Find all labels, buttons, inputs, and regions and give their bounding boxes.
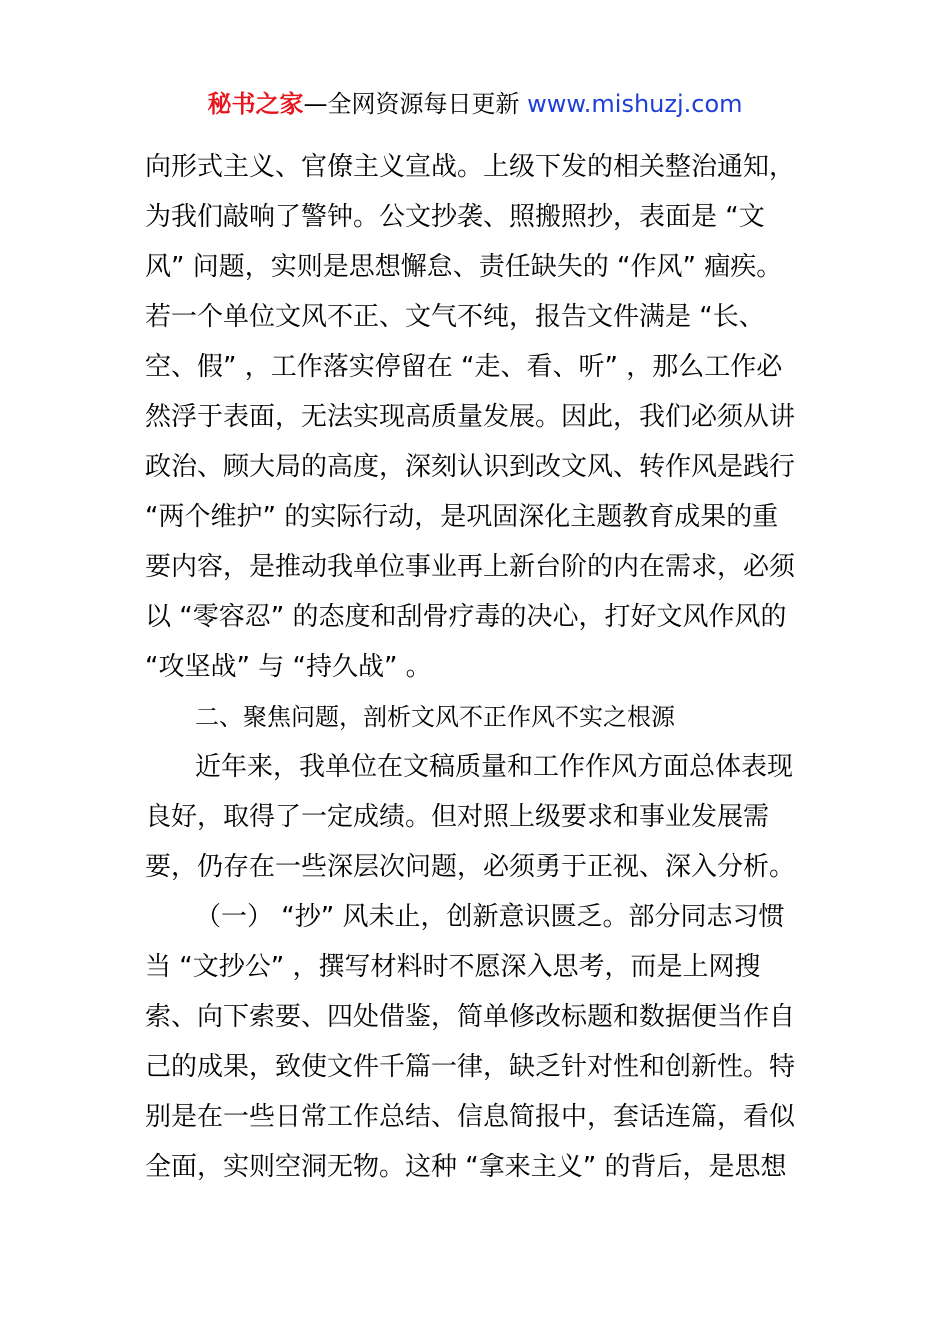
text-line: “攻坚战” 与 “持久战” 。 <box>145 652 432 682</box>
document-body <box>145 142 810 1192</box>
site-name: 秘书之家 <box>207 90 304 118</box>
text-line: 己的成果，致使文件千篇一律，缺乏针对性和创新性。特 <box>145 1052 796 1082</box>
text-line: 向形式主义、官僚主义宣战。上级下发的相关整治通知， <box>145 152 796 182</box>
text-line: 风” 问题，实则是思想懈怠、责任缺失的 “作风” 痼疾。 <box>145 252 783 282</box>
text-line: 空、假” ，工作落实停留在 “走、看、听” ，那么工作必 <box>145 352 783 382</box>
site-tagline: —全网资源每日更新 <box>303 90 520 118</box>
text-line: 近年来，我单位在文稿质量和工作作风方面总体表现 <box>195 752 794 782</box>
text-line: 然浮于表面，无法实现高质量发展。因此，我们必须从讲 <box>145 402 796 432</box>
text-line: 全面，实则空洞无物。这种 “拿来主义” 的背后，是思想 <box>145 1152 787 1182</box>
text-line: （一） “抄” 风未止，创新意识匮乏。部分同志习惯 <box>195 902 785 932</box>
text-line: 索、向下索要、四处借鉴，简单修改标题和数据便当作自 <box>145 1002 796 1032</box>
text-line: 要，仍存在一些深层次问题，必须勇于正视、深入分析。 <box>145 852 796 882</box>
site-url-link[interactable]: www.mishuzj.com <box>527 90 743 118</box>
text-line: 良好，取得了一定成绩。但对照上级要求和事业发展需 <box>145 802 770 832</box>
text-line: 为我们敲响了警钟。公文抄袭、照搬照抄，表面是 “文 <box>145 202 765 232</box>
section-heading: 二、聚焦问题，剖析文风不正作风不实之根源 <box>195 703 675 731</box>
text-line: 若一个单位文风不正、文气不纯，报告文件满是 “长、 <box>145 302 765 332</box>
text-line: 当 “文抄公” ，撰写材料时不愿深入思考，而是上网搜 <box>145 952 761 982</box>
text-line: 以 “零容忍” 的态度和刮骨疗毒的决心，打好文风作风的 <box>145 602 787 632</box>
text-line: 要内容，是推动我单位事业再上新台阶的内在需求，必须 <box>145 552 796 582</box>
text-line: “两个维护” 的实际行动，是巩固深化主题教育成果的重 <box>145 502 779 532</box>
text-line: 别是在一些日常工作总结、信息简报中，套话连篇，看似 <box>145 1102 796 1132</box>
site-header <box>0 86 950 122</box>
text-line: 政治、顾大局的高度，深刻认识到改文风、转作风是践行 <box>145 452 796 482</box>
